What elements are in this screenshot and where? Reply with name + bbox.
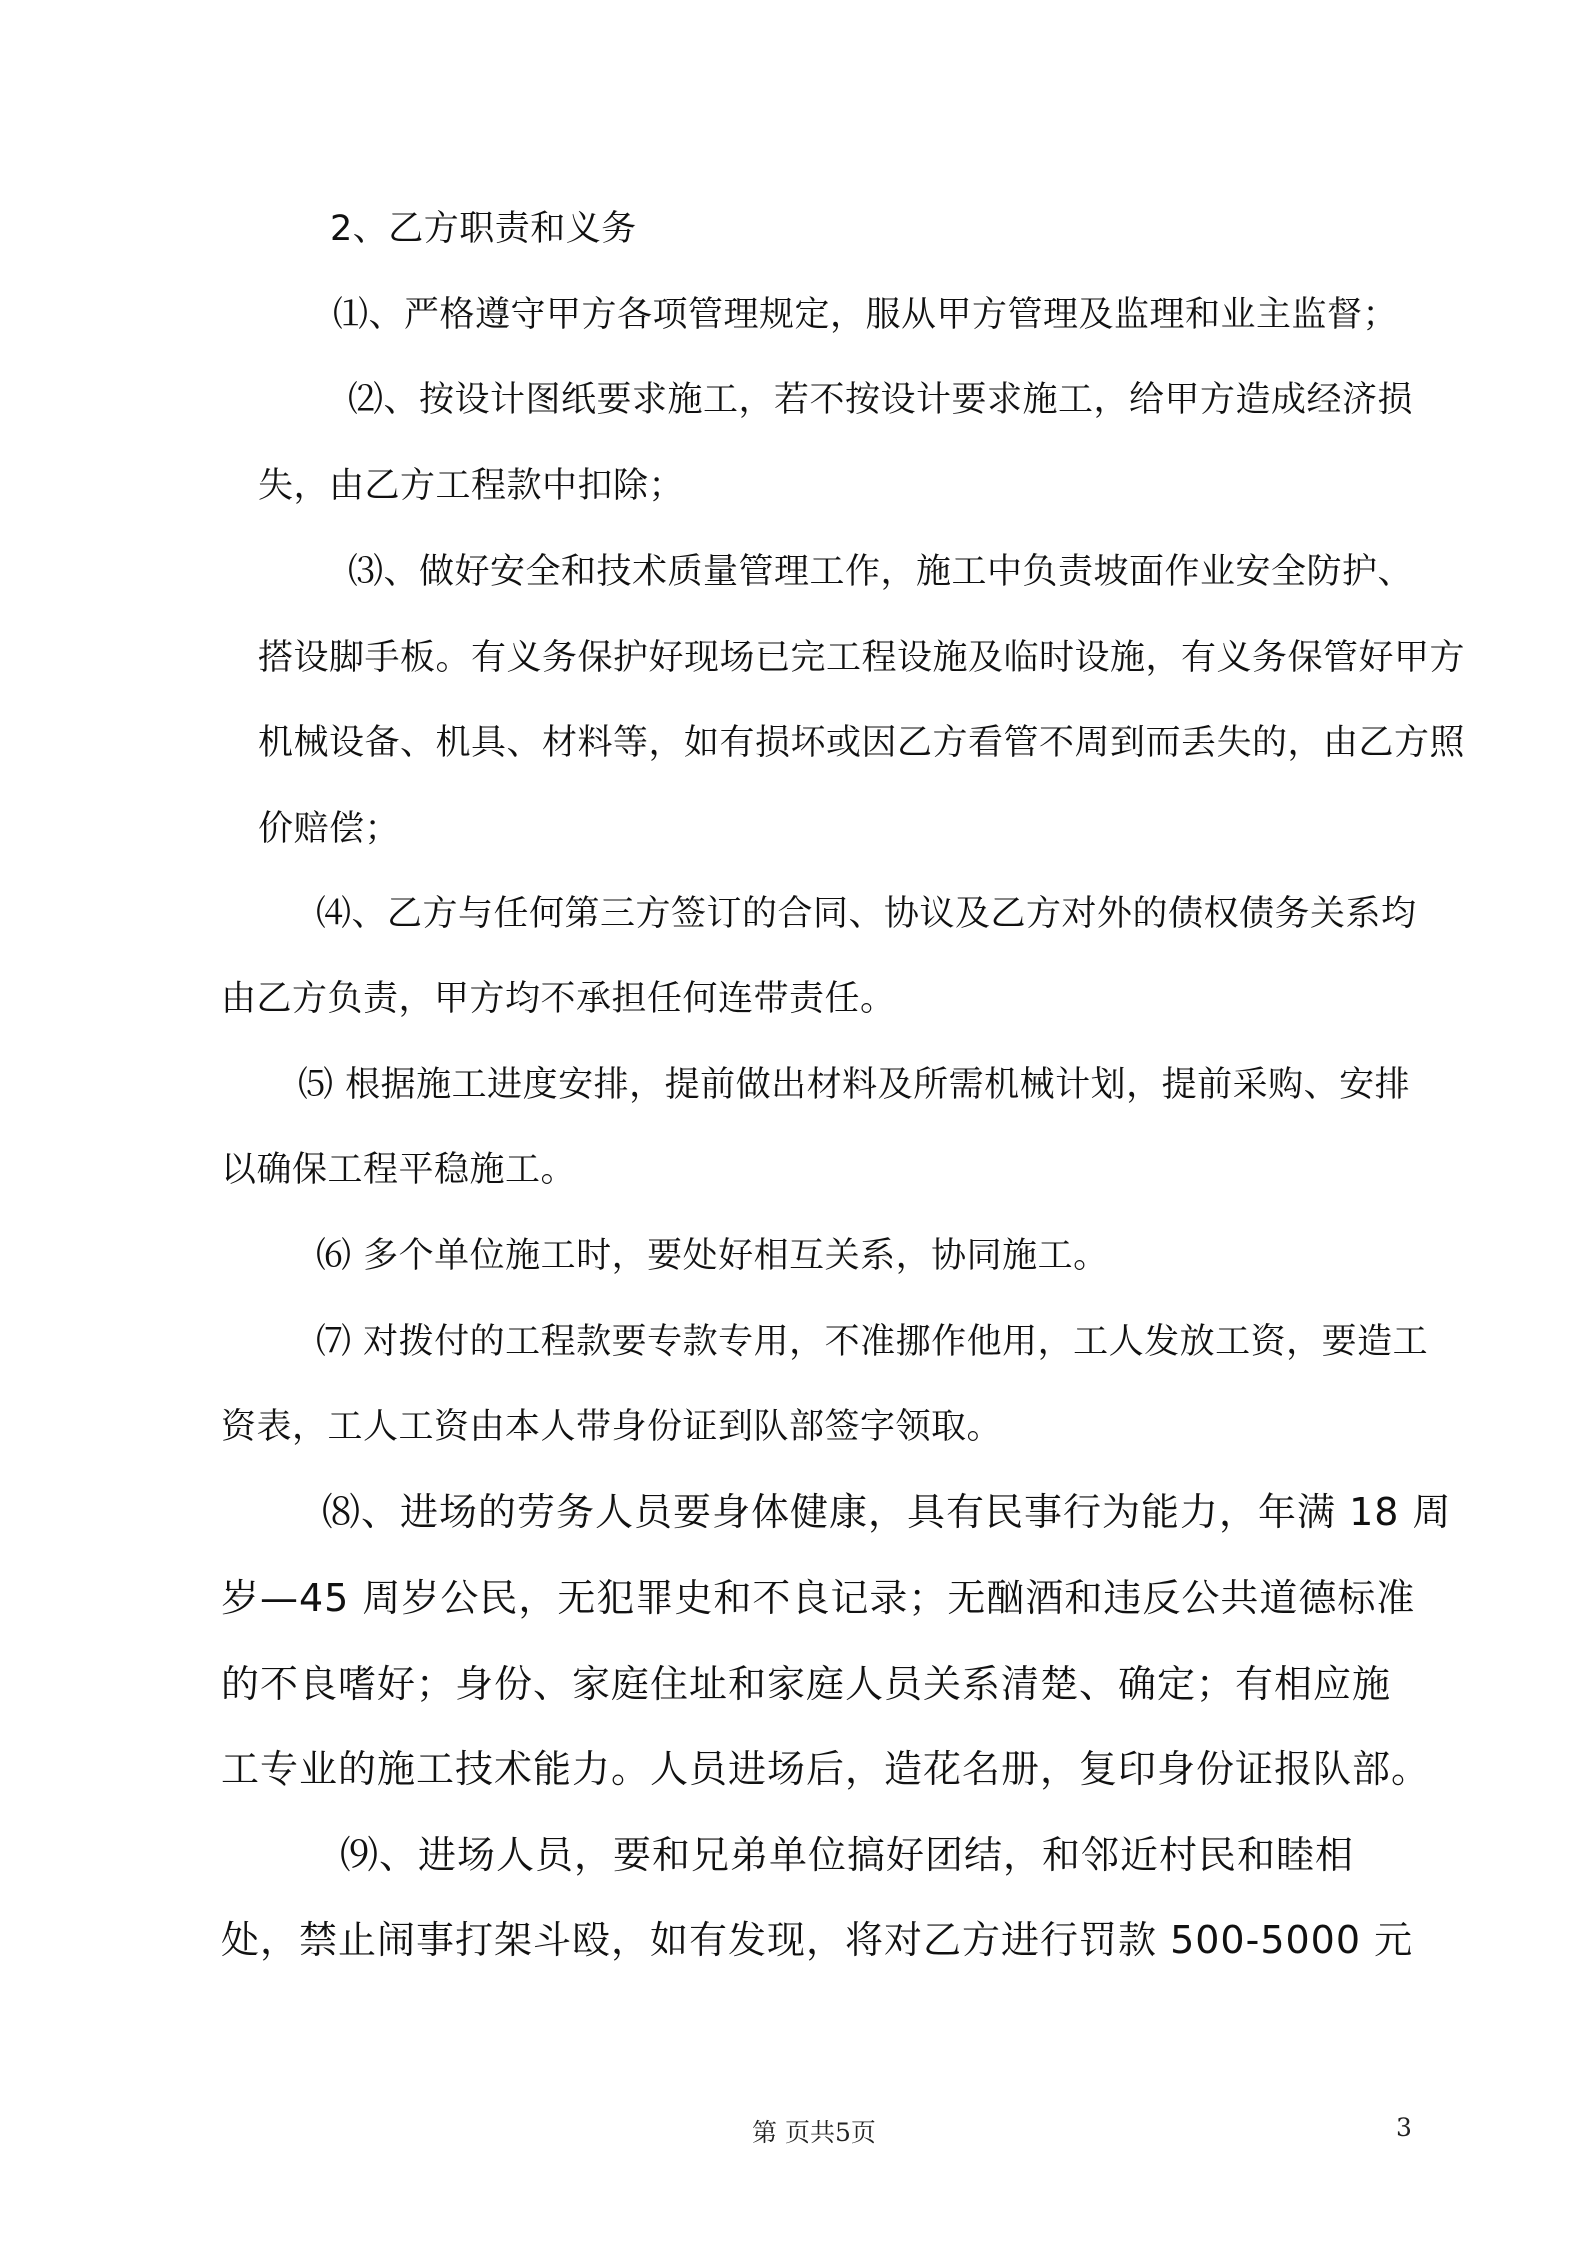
page-footer-label: 第 页共5页 — [752, 2118, 876, 2147]
paragraph-line: 以确保工程平稳施工。 — [221, 1150, 577, 1190]
paragraph-line: 处，禁止闹事打架斗殴，如有发现，将对乙方进行罚款 500-5000 元 — [221, 1918, 1414, 1962]
paragraph-line: 机械设备、机具、材料等，如有损坏或因乙方看管不周到而丢失的，由乙方照 — [258, 723, 1466, 763]
paragraph-line: ⑵、按设计图纸要求施工，若不按设计要求施工，给甲方造成经济损 — [348, 380, 1414, 420]
paragraph-line: ⑷、乙方与任何第三方签订的合同、协议及乙方对外的债权债务关系均 — [316, 894, 1417, 934]
paragraph-line: ⑴、严格遵守甲方各项管理规定，服从甲方管理及监理和业主监督； — [333, 295, 1399, 335]
paragraph-line: 工专业的施工技术能力。人员进场后，造花名册，复印身份证报队部。 — [221, 1747, 1431, 1791]
paragraph-line: ⑶、做好安全和技术质量管理工作，施工中负责坡面作业安全防护、 — [348, 552, 1414, 592]
paragraph-line: 的不良嗜好；身份、家庭住址和家庭人员关系清楚、确定；有相应施 — [221, 1662, 1392, 1706]
paragraph-line: 失，由乙方工程款中扣除； — [258, 466, 685, 506]
paragraph-line: 价赔偿； — [258, 809, 401, 849]
paragraph-line: 搭设脚手板。有义务保护好现场已完工程设施及临时设施，有义务保管好甲方 — [258, 638, 1466, 678]
paragraph-line: ⑹ 多个单位施工时，要处好相互关系，协同施工。 — [316, 1236, 1109, 1276]
paragraph-line: 由乙方负责，甲方均不承担任何连带责任。 — [221, 979, 896, 1019]
paragraph-line: 岁—45 周岁公民，无犯罪史和不良记录；无酗酒和违反公共道德标准 — [221, 1576, 1416, 1620]
section-heading: 2、乙方职责和义务 — [330, 209, 637, 249]
paragraph-line: ⑼、进场人员，要和兄弟单位搞好团结，和邻近村民和睦相 — [340, 1833, 1355, 1877]
paragraph-line: ⑺ 对拨付的工程款要专款专用，不准挪作他用，工人发放工资，要造工 — [316, 1322, 1429, 1362]
page-number: 3 — [1396, 2113, 1412, 2142]
paragraph-line: ⑻、进场的劳务人员要身体健康，具有民事行为能力，年满 18 周 — [322, 1490, 1452, 1534]
paragraph-line: 资表，工人工资由本人带身份证到队部签字领取。 — [221, 1407, 1003, 1447]
paragraph-line: ⑸ 根据施工进度安排，提前做出材料及所需机械计划，提前采购、安排 — [298, 1065, 1411, 1105]
